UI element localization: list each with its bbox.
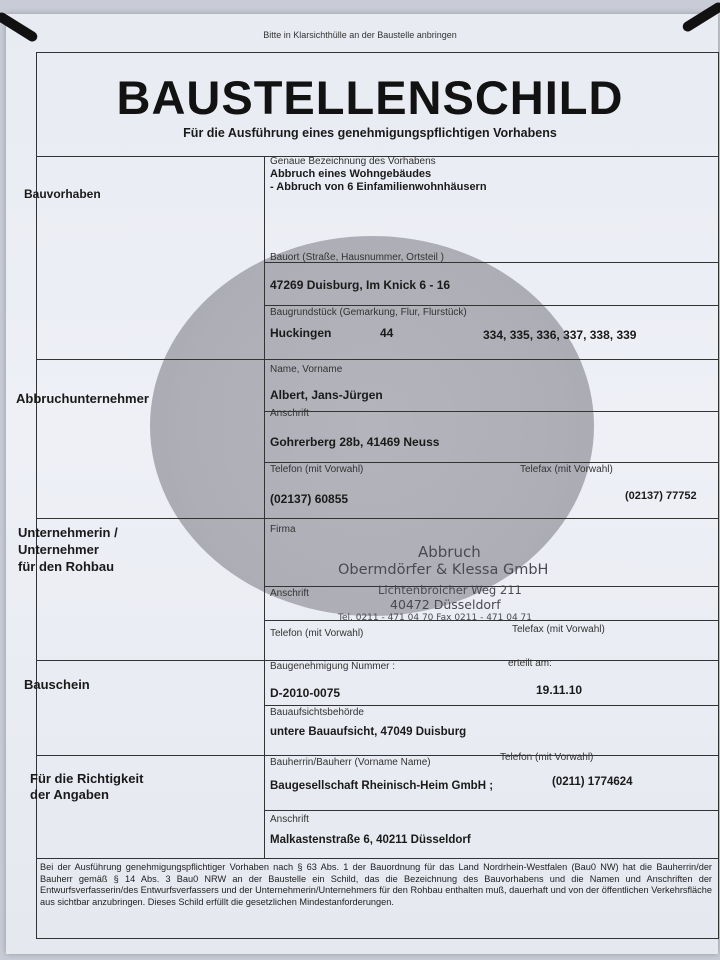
rohbau-telefon-label: Telefon (mit Vorwahl)	[270, 628, 364, 639]
row-line	[264, 462, 719, 463]
section-bauvorhaben: Bauvorhaben	[24, 187, 101, 201]
row-line	[264, 705, 719, 706]
section-richtigkeit-line2: der Angaben	[30, 787, 109, 802]
genehmigung-nr-value: D-2010-0075	[270, 686, 341, 700]
stamp-line-1: Abbruch	[418, 543, 481, 561]
bauort-value: 47269 Duisburg, Im Knick 6 - 16	[270, 278, 451, 292]
bauherr-anschrift-value: Malkastenstraße 6, 40211 Düsseldorf	[270, 834, 471, 846]
flur-value: 44	[380, 326, 394, 340]
erteilt-date-value: 19.11.10	[536, 683, 583, 697]
bauort-label: Bauort (Straße, Hausnummer, Ortsteil )	[270, 252, 444, 263]
bauherr-telefon-value: (0211) 1774624	[552, 776, 633, 788]
stamp-line-2: Obermdörfer & Klessa GmbH	[338, 562, 549, 578]
bauherr-telefon-label: Telefon (mit Vorwahl)	[500, 752, 594, 763]
page-title: BAUSTELLENSCHILD	[116, 71, 624, 124]
divider	[36, 359, 719, 360]
placement-hint: Bitte in Klarsichthülle an der Baustelle anbringen	[263, 30, 457, 40]
grundstueck-label: Baugrundstück (Gemarkung, Flur, Flurstück)	[270, 307, 467, 318]
stamp-line-5: Tel. 0211 - 471 04 70 Fax 0211 - 471 04 71	[338, 613, 532, 623]
round-stamp-watermark	[150, 236, 594, 616]
legal-footer-text: Bei der Ausführung genehmigungspflichtiger Vorhaben nach § 63 Abs. 1 der Bauordnung für das Land Nordrhein-Westfalen (Bau0 NW) hat die Bauherrin/der Bauherr gemäß § 14 Abs. 3 Bau0 NRW an der Baustelle ein Schild, das die Bezeichnung des Bauvorhabens und die Namen und Anschriften der Entwurfsverfasserin/des Entwurfsverfassers und der Unternehmerin/Unternehmers für den Rohbau enthalten muß, dauerhaft und von der öffentlichen Verkehrsfläche aus sichtbar anzubringen. Dieses Schild erfüllt die gesetzlichen Mindestanforderungen.	[40, 862, 712, 907]
behoerde-value: untere Bauaufsicht, 47049 Duisburg	[270, 726, 467, 738]
firma-label: Firma	[270, 524, 296, 535]
bauherr-value: Baugesellschaft Rheinisch-Heim GmbH ;	[270, 780, 494, 792]
telefon-label: Telefon (mit Vorwahl)	[270, 464, 364, 475]
section-richtigkeit-line1: Für die Richtigkeit	[30, 771, 144, 786]
anschrift-label: Anschrift	[270, 408, 309, 419]
rohbau-telefax-label: Telefax (mit Vorwahl)	[512, 624, 605, 635]
genehmigung-nr-label: Baugenehmigung Nummer :	[270, 661, 396, 672]
erteilt-label: erteilt am:	[508, 658, 552, 669]
stamp-line-3: Lichtenbroicher Weg 211	[378, 583, 522, 597]
section-bauschein: Bauschein	[24, 677, 90, 692]
gemarkung-value: Huckingen	[270, 326, 332, 340]
telefax-label: Telefax (mit Vorwahl)	[520, 464, 613, 475]
flurstueck-value: 334, 335, 336, 337, 338, 339	[483, 328, 637, 342]
section-rohbau-line2: Unternehmer	[18, 542, 99, 557]
divider	[36, 518, 719, 519]
row-line	[264, 810, 719, 811]
desc-label: Genaue Bezeichnung des Vorhabens	[270, 156, 436, 167]
rohbau-anschrift-label: Anschrift	[270, 588, 309, 599]
desc-line-2: - Abbruch von 6 Einfamilienwohnhäusern	[270, 181, 487, 193]
desc-line-1: Abbruch eines Wohngebäudes	[270, 168, 432, 180]
name-label: Name, Vorname	[270, 364, 343, 375]
divider	[36, 755, 719, 756]
section-rohbau-line3: für den Rohbau	[18, 559, 115, 574]
bauherr-anschrift-label: Anschrift	[270, 814, 309, 825]
row-line	[264, 305, 719, 306]
divider	[36, 858, 719, 859]
name-value: Albert, Jans-Jürgen	[270, 388, 383, 402]
telefon-value: (02137) 60855	[270, 492, 349, 506]
bauherr-label: Bauherrin/Bauherr (Vorname Name)	[270, 757, 431, 768]
row-line	[264, 411, 719, 412]
page-subtitle: Für die Ausführung eines genehmigungspflichtigen Vorhabens	[183, 126, 557, 140]
stamp-line-4: 40472 Düsseldorf	[390, 597, 501, 612]
anschrift-value: Gohrerberg 28b, 41469 Neuss	[270, 435, 440, 449]
behoerde-label: Bauaufsichtsbehörde	[270, 707, 364, 718]
section-rohbau-line1: Unternehmerin /	[18, 525, 118, 540]
section-abbruchunternehmer: Abbruchunternehmer	[16, 391, 149, 406]
telefax-value: (02137) 77752	[625, 490, 697, 502]
